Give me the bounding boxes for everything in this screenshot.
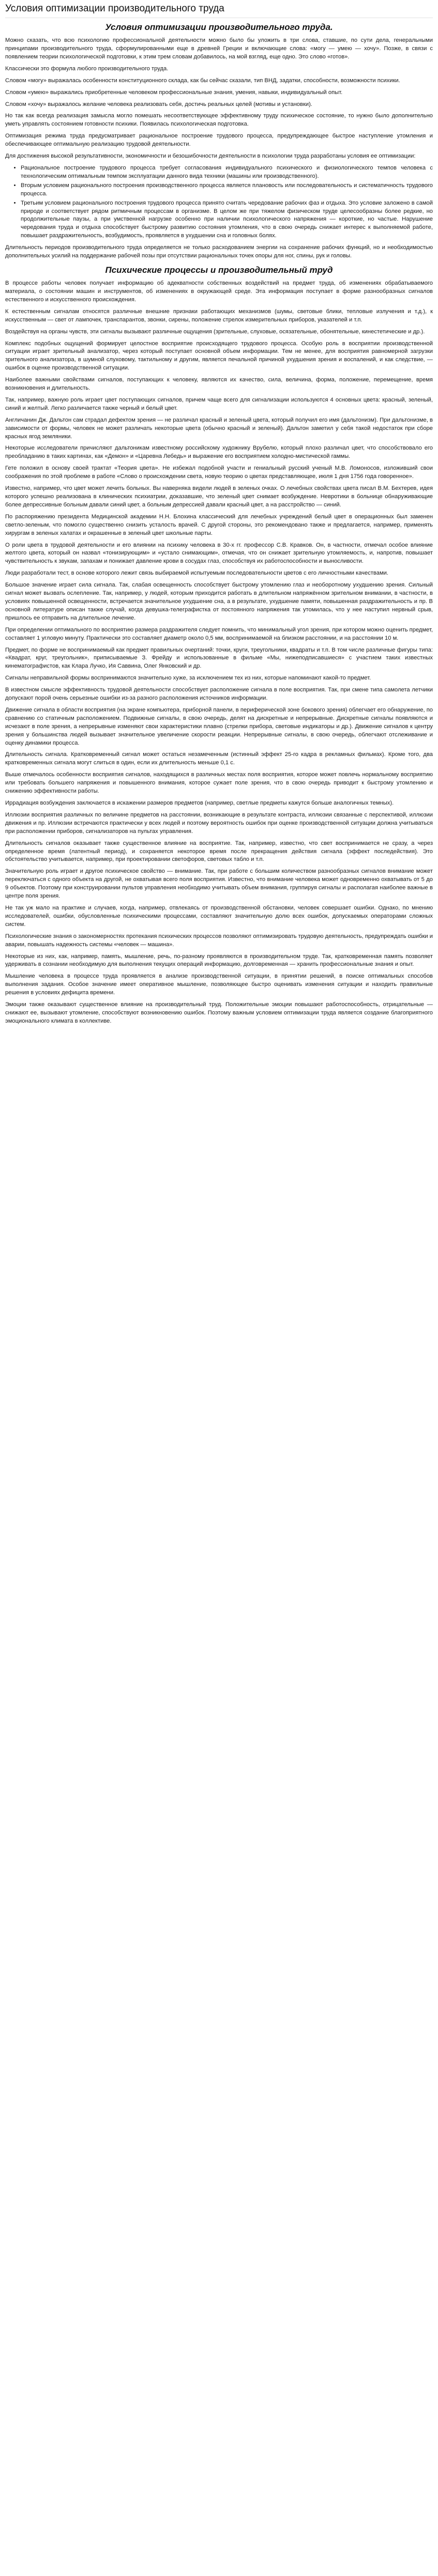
paragraph: Иррадиация возбуждения заключается в искажении размеров предметов (например, светлые предметы кажутся больше аналогичных темных). [5,800,394,806]
paragraph: Некоторые исследователи причисляют дальтоникам известному российскому художнику Врубелю, который плохо различал цвет, что способствовало его преобладанию в таких картинах, как «Демон» и «Царевна Лебедь» и выражение его восприятием холодно-мистической гаммы. [5,445,433,460]
paragraph: Классически это формула любого производительного труда. [5,65,169,72]
section-optimization-outro [5,244,433,260]
paragraph: Значительную роль играет и другое психическое свойство — внимание. Так, при работе с большим количеством разнообразных сигналов внимание может переключаться с одного объекта на другой, не охватывая всего поля восприятия. Известно, что внимание человека может одновременно охватывать от 5 до 9 объектов. Поэтому при конструировании пультов управления необходимо учитывать объем внимания, группируя сигналы и располагая наиболее важные в центре поля зрения. [5,868,433,900]
paragraph: Воздействуя на органы чувств, эти сигналы вызывают различные ощущения (зрительные, слуховые, осязательные, обонятельные, кинестетические и др.). [5,328,425,335]
paragraph: Комплекс подобных ощущений формирует целостное восприятие происходящего трудового процесса. Особую роль в восприятии производственной ситуации играет зрительный анализатор, через который поступает основной объем информации. Тем не менее, для восприятия равномерной загрузки зрительного анализатора, в шумной слуховому, тактильному и другим, является печальной причиной ухудшения зрения и воспалений, и как следствие, — ошибок в оценке производственной ситуации. [5,340,433,372]
list-item: • Рациональное построение трудового процесса требует согласования индивидуального психического и физиологического темпов человека с технологическим оптимальным темпом эксплуатации данного вида техники (машины или производственного). [21,164,433,181]
paragraph: Англичанин Дж. Дальтон сам страдал дефектом зрения — не различал красный и зеленый цвета, который получил его имя (дальтонизм). При дальтонизме, в зависимости от формы, человек не может различать некоторые цвета (обычно красный и зеленый). Дальтон заметил у себя такой недостаток при сборе красных ягод земляники. [5,417,433,440]
paragraph: Можно сказать, что всю психологию профессиональной деятельности можно было бы уложить в три слова, ставшие, по сути дела, генеральными принципами производительного труда, сформулированными еще в древней Греции и включающие слова: «могу — умею — хочу». Позже, в связи с появлением теории психологической подготовки, к этим трем словам добавилось, на мой взгляд, еще одно. Это слово «готов». [5,37,433,60]
optimization-conditions-list [5,164,433,240]
paragraph: О роли цвета в трудовой деятельности и его влиянии на психику человека в 30-х гг. профессор С.В. Кравков. Он, в частности, отмечал особое влияние желтого цвета, который он назвал «тонизирующим» и «устало снимающим», отмечая, что он снижает зрительную утомляемость, и, напротив, повышает чувствительность к звукам, запахам и понижает давление крови в сосудах глаз, способствуя их работоспособности и выносливости. [5,542,433,565]
paragraph: Иллюзии восприятия различных по величине предметов на расстоянии, возникающие в результате контраста, иллюзии связанные с перспективой, иллюзии движения и пр. Иллюзии встречаются практически у всех людей и поэтому вероятность ошибок при оценке производственной ситуации должна учитываться при расположении приборов, сигнализаторов на пультах управления. [5,811,433,835]
paragraph: Предмет, по форме не воспринимаемый как предмет правильных очертаний: точки, круги, треугольники, квадраты и т.п. В том числе различные фигуры типа: «Квадрат, круг, треугольник», приписываемые З. Фрейду и использованные в фильме «Мы, нижеподписавшиеся» с участием таких известных кинематографистов, как Клара Лучко, Ия Саввина, Олег Янковский и др. [5,646,433,670]
paragraph: Словом «умею» выражались приобретенные человеком профессиональные знания, умения, навыки, индивидуальный опыт. [5,89,343,96]
section-mental-processes-body [5,280,433,1026]
paragraph: Гете положил в основу своей трактат «Теория цвета». Не избежал подобной участи и гениальный русский ученый М.В. Ломоносов, изложивший свои соображения по этой проблеме в работе «Слово о происхождении света, новую теорию о цветах представляющее, июля 1 дня 1756 года говоренное». [5,465,433,480]
list-item: • Третьим условием рационального построения трудового процесса принято считать чередование рабочих фаз и отдыха. Это условие заложено в самой природе и соответствует рядом ритмичным процессам в организме. В целом же при тяжелом физическом труде целесообразны более редкие, но продолжительные паузы, а при умственной нагрузке особенно при наличии психологического напряжения — короткие, но частые. Нарушение чередования труда и отдыха способствует быстрому развитию состояния утомления, что в свою очередь снижает интерес к выполняемой работе, повышает раздражительность, возбудимость, проявляется в ухудшении сна и головных болях. [21,199,433,241]
paragraph: К естественным сигналам относятся различные внешние признаки работающих механизмов (шумы, световые блики, тепловые излучения и т.д.), к искусственным — свет от лампочек, транспарантов, звонки, сирены, положение стрелок измерительных приборов, указателей и т.п. [5,308,433,323]
page-title: Условия оптимизации производительного труда [5,2,433,18]
section-title-mental-processes: Психические процессы и производительный труд [105,265,333,275]
paragraph: Сигналы неправильной формы воспринимаются значительно хуже, за исключением тех из них, которые напоминают какой-то предмет. [5,675,371,682]
paragraph: Мышление человека в процессе труда проявляется в анализе производственной ситуации, в принятии решений, в поиске оптимальных способов выполнения задания. Особое значение имеет оперативное мышление, позволяющее быстро оценивать изменения ситуации и находить правильные решения в условиях дефицита времени. [5,973,433,996]
paragraph: Словом «могу» выражалась особенности конституционного склада, как бы сейчас сказали, тип ВНД, задатки, способности, возможности психики. [5,77,400,84]
paragraph: Оптимизация режима труда предусматривает рациональное построение трудового процесса, предупреждающее быстрое наступление утомления и обеспечивающее оптимальную реализацию трудовой деятельности. [5,133,433,148]
paragraph: Некоторые из них, как, например, память, мышление, речь, по-разному проявляются в производительном труде. Так, кратковременная память позволяет удерживать в сознании необходимую для выполнения текущих операций информацию, долговременная — хранить профессиональные знания и опыт. [5,953,433,968]
section-optimization-intro [5,37,433,161]
paragraph: В процессе работы человек получает информацию об адекватности собственных воздействий на предмет труда, об изменениях обрабатываемого материала, о состоянии машин и инструментов, об изменениях в окружающей среде. Эта информация поступает в форме разнообразных сигналов естественного и искусственного происхождения. [5,280,433,303]
paragraph: Наиболее важными свойствами сигналов, поступающих к человеку, являются их качество, сила, величина, форма, положение, перемещение, время возникновения и длительность. [5,377,433,392]
paragraph: Длительность периодов производительного труда определяется не только расходованием энергии на сохранение рабочих функций, но и необходимостью дополнительных усилий на поддержание рабочей позы при отсутствии рациональных точек опоры для ног, спины, рук и головы. [5,244,433,259]
paragraph: Психологические знания о закономерностях протекания психических процессов позволяют оптимизировать трудовую деятельность, предупреждать ошибки и аварии, повышать надежность системы «человек — машина». [5,933,433,948]
paragraph: Известно, например, что цвет может лечить больных. Вы наверняка видели людей в зеленых очках. О лечебных свойствах цвета писал В.М. Бехтерев, идея которого успешно реализована в клинических психиатрии, доказавшие, что зеленый цвет снимает возбуждение. Невротики в больнице обнаруживающие более депрессивные больным давали синий цвет, а больным депрессией давали красный цвет, а на расстройство — синий. [5,485,433,508]
paragraph: Не так уж мало на практике и случаев, когда, например, отвлекаясь от производственной обстановки, человек совершает ошибки. Однако, по мнению исследователей, ошибки, обусловленные психическими процессами, составляют значительную долю всех ошибок, допускаемых операторами сложных систем. [5,904,433,928]
list-item: • Вторым условием рационального построения производственного процесса является плановость или последовательность и систематичность трудового процесса. [21,182,433,198]
paragraph: Но так как всегда реализация замысла могло помешать несоответствующее эффективному труду психическое состояние, то нужно было дополнительно уметь управлять состоянием готовности психики. Появилась психологическая подготовка. [5,113,433,128]
section-title-optimization: Условия оптимизации производительного труда. [105,22,333,32]
paragraph: Длительность сигналов оказывает также существенное влияние на восприятие. Так, например, известно, что свет воспринимается не сразу, а через определенное время (латентный период), и сохраняется некоторое время после прекращения действия сигнала (эффект последействия). Это обстоятельство учитывается, например, при проектировании светофоров, световых табло и т.п. [5,840,433,863]
document-page [0,0,438,1040]
paragraph: Выше отмечалось особенности восприятия сигналов, находящихся в различных местах поля восприятия, которое может повлечь нормальному восприятию или требовать большего напряжения и повышенного внимания, которое сужает поле зрения, что в свою очередь приводит к быстрому утомлению и снижению эффективности работы. [5,772,433,795]
paragraph: Большое значение играет сила сигнала. Так, слабая освещенность способствует быстрому утомлению глаз и необоротному ухудшению зрения. Сильный сигнал может вызвать ослепление. Так, например, у людей, которым приходится работать в длительном напряжённом зрительном внимании, в частности, в условиях повышенной освещенности, встречается значительное ухудшение сна, а в результате, ухудшение памяти, повышенная раздражительность и пр. В основной литературе описан также случай, когда девушка-телеграфистка от постоянного напряжения так утомилась, что у нее наступил нервный срыв, пришлось ее отправить на длительное лечение. [5,582,433,621]
paragraph: Люди разработали тест, в основе которого лежит связь выбираемой испытуемым последовательности цветов с его личностными качествами. [5,570,389,577]
paragraph: Так, например, важную роль играет цвет поступающих сигналов, причем чаще всего для сигнализации используются 4 основных цвета: красный, зеленый, синий и желтый. Легко различается также черный и белый цвет. [5,396,433,411]
paragraph: Словом «хочу» выражалось желание человека реализовать себя, достичь реальных целей (мотивы и установки). [5,101,312,107]
paragraph: Для достижения высокой результативности, экономичности и безошибочности деятельности в психологии труда разработаны условия ее оптимизации: [5,153,416,160]
paragraph: Длительность сигнала. Кратковременный сигнал может остаться незамеченным (истинный эффект 25-го кадра в рекламных фильмах). Кроме того, два кратковременных сигнала могут слиться в один, если их длительность меньше 0,1 с. [5,751,433,766]
paragraph: Движение сигнала в области восприятия (на экране компьютера, приборной панели, в периферической зоне бокового зрения) облегчает его обнаружение, по сравнению со статичным расположением. Подвижные сигналы, в свою очередь, делят на дискретные и непрерывные. Дискретные сигналы появляются и исчезают в поле зрения, а непрерывные изменяют свои характеристики плавно (стрелки прибора, световые индикаторы и др.). Движение сигналов к центру зрения у большинства людей вызывает значительное увеличение скорости реакции. Непрерывные сигналы, в свою очередь, облегчают отслеживание и оценку динамики процесса. [5,706,433,746]
paragraph: По распоряжению президента Медицинской академии Н.Н. Блохина классический для лечебных учреждений белый цвет в операционных был заменен светло-зеленым, что помогло существенно снизить усталость врачей. С другой стороны, это рекомендовано также и предлагается, например, применять хирургам в зеленых халатах и окрашенные в зеленый цвет школьные парты. [5,513,433,536]
paragraph: При определении оптимального по восприятию размера раздражителя следует помнить, что минимальный угол зрения, при котором можно оценить предмет, составляет 1 угловую минуту. Практически это составляет диаметр около 0,5 мм, воспринимаемой на близком расстоянии, и на расстоянии 10 м. [5,626,433,641]
paragraph: Эмоции также оказывают существенное влияние на производительный труд. Положительные эмоции повышают работоспособность, отрицательные — снижают ее, вызывают утомление, способствуют возникновению ошибок. Поэтому важным условием оптимизации труда является создание благоприятного эмоционального климата в коллективе. [5,1001,433,1024]
paragraph: В известном смысле эффективность трудовой деятельности способствует расположение сигнала в поле восприятия. Так, при смене типа самолета летчики допускают порой очень серьезные ошибки из-за разного расположения источников информации. [5,687,433,702]
